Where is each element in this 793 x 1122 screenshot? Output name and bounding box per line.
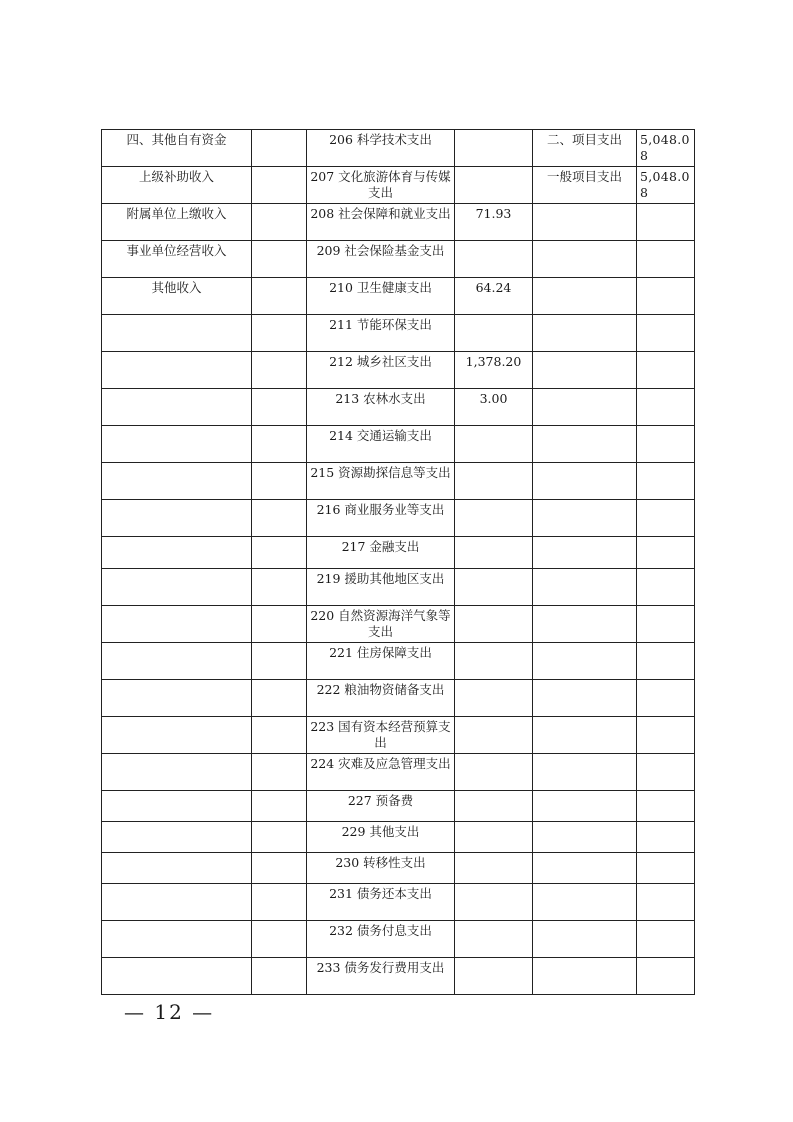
table-row <box>102 278 695 315</box>
table-row <box>102 884 695 921</box>
expense-category-cell: 229 其他支出 <box>307 822 455 853</box>
revenue-item-cell: 上级补助收入 <box>102 167 252 204</box>
expense-category-cell: 221 住房保障支出 <box>307 643 455 680</box>
expense-amount-cell <box>455 463 533 500</box>
expense-type-cell <box>533 606 637 643</box>
revenue-amount-cell <box>252 958 307 995</box>
table-row <box>102 315 695 352</box>
expense-type-cell <box>533 389 637 426</box>
revenue-item-cell <box>102 680 252 717</box>
expense-amount-cell <box>455 426 533 463</box>
expense-amount-cell <box>455 853 533 884</box>
expense-category-cell: 206 科学技术支出 <box>307 130 455 167</box>
revenue-amount-cell <box>252 680 307 717</box>
expense-type-amount-cell <box>637 463 695 500</box>
expense-type-cell: 一般项目支出 <box>533 167 637 204</box>
expense-type-cell <box>533 884 637 921</box>
revenue-amount-cell <box>252 167 307 204</box>
revenue-amount-cell <box>252 278 307 315</box>
expense-category-cell: 215 资源勘探信息等支出 <box>307 463 455 500</box>
revenue-item-cell <box>102 643 252 680</box>
table-row <box>102 167 695 204</box>
table-row <box>102 717 695 754</box>
table-row <box>102 389 695 426</box>
expense-type-amount-cell <box>637 241 695 278</box>
table-row <box>102 853 695 884</box>
expense-type-cell <box>533 680 637 717</box>
expense-category-cell: 212 城乡社区支出 <box>307 352 455 389</box>
revenue-item-cell <box>102 822 252 853</box>
expense-amount-cell: 71.93 <box>455 204 533 241</box>
expense-type-amount-cell <box>637 958 695 995</box>
expense-type-cell <box>533 958 637 995</box>
expense-type-amount-cell <box>637 315 695 352</box>
expense-amount-cell <box>455 537 533 569</box>
expense-category-cell: 219 援助其他地区支出 <box>307 569 455 606</box>
revenue-amount-cell <box>252 754 307 791</box>
revenue-item-cell <box>102 569 252 606</box>
table-row <box>102 569 695 606</box>
expense-category-cell: 213 农林水支出 <box>307 389 455 426</box>
expense-type-amount-cell: 5,048.08 <box>637 167 695 204</box>
expense-type-amount-cell <box>637 500 695 537</box>
expense-type-cell: 二、项目支出 <box>533 130 637 167</box>
expense-type-amount-cell <box>637 884 695 921</box>
revenue-item-cell <box>102 606 252 643</box>
revenue-item-cell <box>102 717 252 754</box>
revenue-item-cell <box>102 463 252 500</box>
table-row <box>102 921 695 958</box>
table-row <box>102 643 695 680</box>
expense-amount-cell: 3.00 <box>455 389 533 426</box>
expense-type-amount-cell <box>637 791 695 822</box>
expense-type-amount-cell <box>637 352 695 389</box>
revenue-amount-cell <box>252 921 307 958</box>
revenue-amount-cell <box>252 500 307 537</box>
revenue-amount-cell <box>252 822 307 853</box>
revenue-amount-cell <box>252 717 307 754</box>
revenue-item-cell: 四、其他自有资金 <box>102 130 252 167</box>
expense-type-cell <box>533 754 637 791</box>
expense-category-cell: 211 节能环保支出 <box>307 315 455 352</box>
expense-type-amount-cell <box>637 569 695 606</box>
table-row <box>102 204 695 241</box>
expense-type-amount-cell <box>637 426 695 463</box>
expense-category-cell: 214 交通运输支出 <box>307 426 455 463</box>
page-number: — 12 — <box>124 1000 215 1024</box>
expense-type-cell <box>533 204 637 241</box>
table-row <box>102 791 695 822</box>
table-row <box>102 822 695 853</box>
revenue-item-cell <box>102 884 252 921</box>
expense-amount-cell <box>455 643 533 680</box>
expense-type-amount-cell <box>637 822 695 853</box>
expense-category-cell: 207 文化旅游体育与传媒支出 <box>307 167 455 204</box>
expense-amount-cell: 1,378.20 <box>455 352 533 389</box>
table-row <box>102 352 695 389</box>
revenue-amount-cell <box>252 204 307 241</box>
expense-type-cell <box>533 426 637 463</box>
revenue-item-cell <box>102 352 252 389</box>
expense-category-cell: 208 社会保障和就业支出 <box>307 204 455 241</box>
expense-type-cell <box>533 500 637 537</box>
expense-type-amount-cell <box>637 643 695 680</box>
revenue-amount-cell <box>252 791 307 822</box>
table-row <box>102 606 695 643</box>
revenue-amount-cell <box>252 569 307 606</box>
table-row <box>102 754 695 791</box>
table-row <box>102 680 695 717</box>
expense-type-amount-cell <box>637 921 695 958</box>
expense-amount-cell <box>455 680 533 717</box>
revenue-item-cell <box>102 500 252 537</box>
expense-category-cell: 209 社会保险基金支出 <box>307 241 455 278</box>
revenue-item-cell <box>102 921 252 958</box>
expense-type-cell <box>533 717 637 754</box>
expense-category-cell: 231 债务还本支出 <box>307 884 455 921</box>
expense-category-cell: 223 国有资本经营预算支出 <box>307 717 455 754</box>
expense-category-cell: 224 灾难及应急管理支出 <box>307 754 455 791</box>
expense-category-cell: 220 自然资源海洋气象等支出 <box>307 606 455 643</box>
expense-category-cell: 227 预备费 <box>307 791 455 822</box>
expense-type-cell <box>533 352 637 389</box>
expense-type-amount-cell <box>637 717 695 754</box>
revenue-amount-cell <box>252 426 307 463</box>
expense-category-cell: 217 金融支出 <box>307 537 455 569</box>
expense-amount-cell <box>455 754 533 791</box>
revenue-item-cell <box>102 315 252 352</box>
revenue-item-cell <box>102 426 252 463</box>
expense-type-amount-cell <box>637 606 695 643</box>
expense-amount-cell <box>455 167 533 204</box>
expense-amount-cell <box>455 717 533 754</box>
expense-amount-cell <box>455 241 533 278</box>
expense-type-amount-cell <box>637 278 695 315</box>
revenue-item-cell <box>102 537 252 569</box>
revenue-amount-cell <box>252 389 307 426</box>
revenue-amount-cell <box>252 606 307 643</box>
revenue-amount-cell <box>252 884 307 921</box>
revenue-amount-cell <box>252 352 307 389</box>
revenue-item-cell: 其他收入 <box>102 278 252 315</box>
expense-type-cell <box>533 569 637 606</box>
expense-category-cell: 216 商业服务业等支出 <box>307 500 455 537</box>
expense-type-cell <box>533 463 637 500</box>
expense-amount-cell <box>455 822 533 853</box>
expense-amount-cell <box>455 569 533 606</box>
expense-category-cell: 222 粮油物资储备支出 <box>307 680 455 717</box>
revenue-amount-cell <box>252 537 307 569</box>
expense-amount-cell <box>455 791 533 822</box>
expense-type-amount-cell <box>637 389 695 426</box>
revenue-amount-cell <box>252 315 307 352</box>
revenue-item-cell <box>102 791 252 822</box>
expense-type-cell <box>533 822 637 853</box>
expense-category-cell: 210 卫生健康支出 <box>307 278 455 315</box>
revenue-amount-cell <box>252 130 307 167</box>
expense-type-amount-cell <box>637 680 695 717</box>
revenue-amount-cell <box>252 463 307 500</box>
expense-category-cell: 230 转移性支出 <box>307 853 455 884</box>
expense-amount-cell <box>455 884 533 921</box>
expense-amount-cell <box>455 921 533 958</box>
expense-type-amount-cell <box>637 537 695 569</box>
expense-type-cell <box>533 643 637 680</box>
table-row <box>102 958 695 995</box>
budget-table-body <box>102 130 695 995</box>
table-row <box>102 426 695 463</box>
expense-type-amount-cell: 5,048.08 <box>637 130 695 167</box>
expense-amount-cell <box>455 500 533 537</box>
expense-type-amount-cell <box>637 204 695 241</box>
expense-type-amount-cell <box>637 853 695 884</box>
expense-type-cell <box>533 537 637 569</box>
revenue-amount-cell <box>252 853 307 884</box>
expense-type-cell <box>533 921 637 958</box>
expense-type-amount-cell <box>637 754 695 791</box>
expense-type-cell <box>533 315 637 352</box>
revenue-item-cell <box>102 853 252 884</box>
revenue-item-cell <box>102 958 252 995</box>
expense-type-cell <box>533 791 637 822</box>
expense-type-cell <box>533 853 637 884</box>
table-row <box>102 463 695 500</box>
revenue-amount-cell <box>252 643 307 680</box>
revenue-amount-cell <box>252 241 307 278</box>
expense-amount-cell: 64.24 <box>455 278 533 315</box>
revenue-item-cell <box>102 754 252 791</box>
revenue-item-cell: 附属单位上缴收入 <box>102 204 252 241</box>
expense-amount-cell <box>455 958 533 995</box>
expense-type-cell <box>533 278 637 315</box>
table-row <box>102 241 695 278</box>
budget-table <box>101 129 695 995</box>
table-row <box>102 500 695 537</box>
expense-category-cell: 233 债务发行费用支出 <box>307 958 455 995</box>
table-row <box>102 537 695 569</box>
revenue-item-cell <box>102 389 252 426</box>
expense-amount-cell <box>455 130 533 167</box>
expense-type-cell <box>533 241 637 278</box>
table-row <box>102 130 695 167</box>
revenue-item-cell: 事业单位经营收入 <box>102 241 252 278</box>
expense-category-cell: 232 债务付息支出 <box>307 921 455 958</box>
expense-amount-cell <box>455 315 533 352</box>
expense-amount-cell <box>455 606 533 643</box>
